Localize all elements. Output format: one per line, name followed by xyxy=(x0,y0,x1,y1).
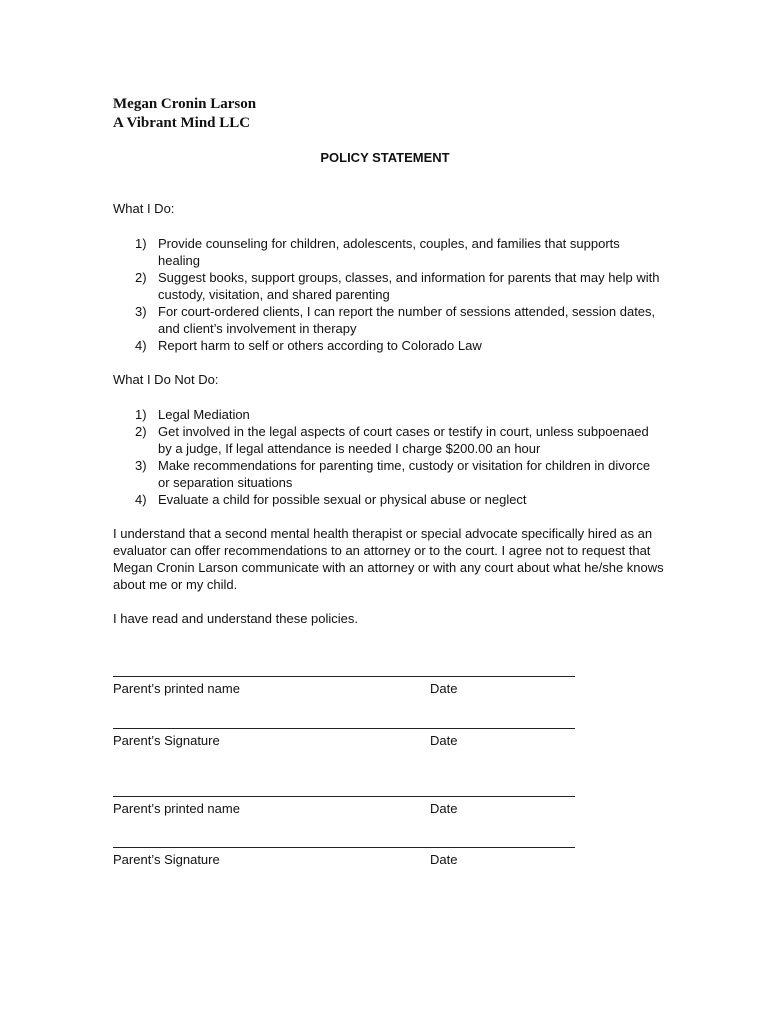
list-item xyxy=(113,457,663,491)
what-i-do-list xyxy=(113,235,663,354)
list-item-number: 4) xyxy=(135,338,147,353)
signature-line[interactable] xyxy=(113,847,575,848)
date-label: Date xyxy=(430,852,458,867)
list-item xyxy=(113,235,663,269)
signature-label: Parent’s Signature xyxy=(113,852,220,867)
list-item-text: Make recommendations for parenting time, custody or visitation for children in divorce or separation situations xyxy=(158,458,651,490)
signature-block-signature-1 xyxy=(113,728,583,768)
signature-label: Parent’s printed name xyxy=(113,681,240,696)
signature-line[interactable] xyxy=(113,728,575,729)
list-item xyxy=(113,406,663,423)
list-item-number: 1) xyxy=(135,236,147,251)
list-item-number: 3) xyxy=(135,458,147,473)
list-item xyxy=(113,303,663,337)
list-item-number: 1) xyxy=(135,407,147,422)
signature-label: Parent’s printed name xyxy=(113,801,240,816)
date-label: Date xyxy=(430,681,458,696)
list-item-text: Suggest books, support groups, classes, and information for parents that may help with custody, visitation, and shared parenting xyxy=(158,270,660,302)
signature-block-signature-2 xyxy=(113,847,583,887)
list-item-text: Get involved in the legal aspects of court cases or testify in court, unless subpoenaed by a judge, If legal attendance is needed I charge $200.00 an hour xyxy=(158,424,649,456)
date-label: Date xyxy=(430,733,458,748)
page-title: POLICY STATEMENT xyxy=(320,150,450,165)
organization-name: A Vibrant Mind LLC xyxy=(113,115,251,131)
list-item xyxy=(113,491,663,508)
acknowledgement-statement: I have read and understand these policies. xyxy=(113,611,359,626)
list-item xyxy=(113,423,663,457)
list-item-number: 4) xyxy=(135,492,147,507)
list-item-text: Provide counseling for children, adolescents, couples, and families that supports healing xyxy=(158,236,620,268)
list-item-text: Report harm to self or others according to Colorado Law xyxy=(158,338,482,353)
list-item xyxy=(113,269,663,303)
list-item-number: 2) xyxy=(135,270,147,285)
list-item-text: For court-ordered clients, I can report the number of sessions attended, session dates, and client’s involvement in therapy xyxy=(158,304,656,336)
signature-block-printed-name-1 xyxy=(113,676,583,716)
what-i-do-heading: What I Do: xyxy=(113,201,175,216)
list-item-number: 2) xyxy=(135,424,147,439)
signature-line[interactable] xyxy=(113,676,575,677)
list-item-text: Legal Mediation xyxy=(158,407,250,422)
signature-line[interactable] xyxy=(113,796,575,797)
what-i-do-not-do-list xyxy=(113,406,663,508)
list-item-text: Evaluate a child for possible sexual or physical abuse or neglect xyxy=(158,492,527,507)
signature-label: Parent’s Signature xyxy=(113,733,220,748)
date-label: Date xyxy=(430,801,458,816)
signature-block-printed-name-2 xyxy=(113,796,583,836)
list-item-number: 3) xyxy=(135,304,147,319)
understanding-paragraph: I understand that a second mental health therapist or special advocate specifically hired as an evaluator can offer recommendations to an attorney or to the court. I agree not to request that Megan Cronin Larson communicate with an attorney or with any court about what he/she knows about me or my child. xyxy=(113,526,664,592)
practitioner-name: Megan Cronin Larson xyxy=(113,96,257,112)
list-item xyxy=(113,337,663,354)
what-i-do-not-do-heading: What I Do Not Do: xyxy=(113,372,219,387)
